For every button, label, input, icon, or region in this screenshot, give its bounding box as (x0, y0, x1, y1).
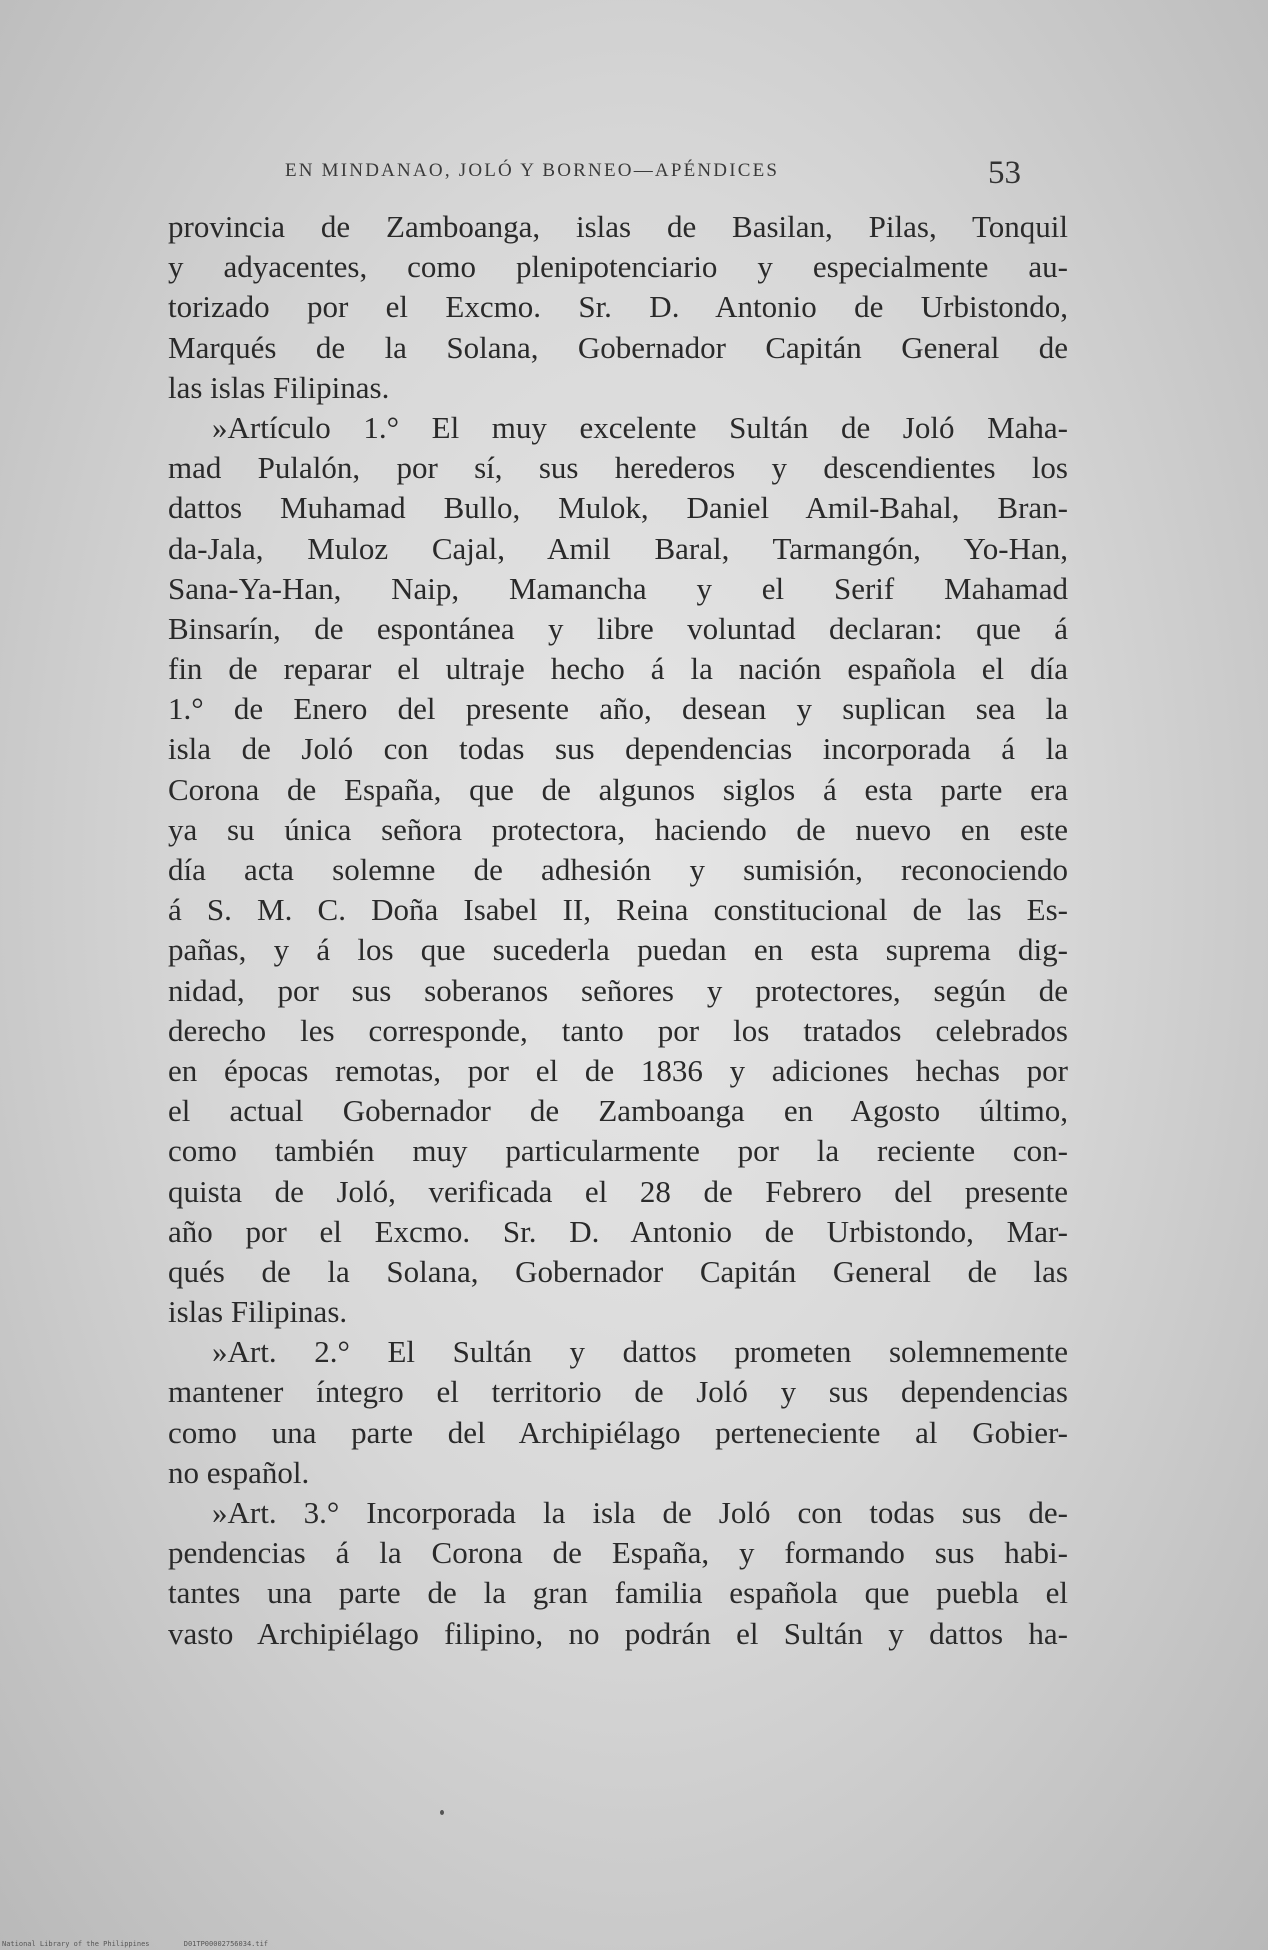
text-line: isla de Joló con todas sus dependencias incorporada á la (168, 731, 1068, 767)
ink-speck (440, 1810, 444, 1815)
text-line: ya su única señora protectora, haciendo de nuevo en este (168, 811, 1068, 847)
body-text (168, 207, 1068, 1654)
page-number: 53 (988, 155, 1021, 191)
text-line: las islas Filipinas. (168, 369, 390, 405)
text-line: torizado por el Excmo. Sr. D. Antonio de Urbistondo, (168, 289, 1068, 325)
text-line: pendencias á la Corona de España, y formando sus habi- (168, 1535, 1068, 1571)
text-line: Marqués de la Solana, Gobernador Capitán General de (168, 329, 1068, 365)
text-line: el actual Gobernador de Zamboanga en Agosto último, (168, 1093, 1068, 1129)
text-line: y adyacentes, como plenipotenciario y especialmente au- (168, 249, 1068, 285)
text-line: en épocas remotas, por el de 1836 y adiciones hechas por (168, 1052, 1068, 1088)
text-line: derecho les corresponde, tanto por los tratados celebrados (168, 1012, 1068, 1048)
text-line-article-3: »Art. 3.° Incorporada la isla de Joló con todas sus de- (212, 1495, 1068, 1530)
text-line: Sana-Ya-Han, Naip, Mamancha y el Serif Mahamad (168, 570, 1068, 606)
text-line: quista de Joló, verificada el 28 de Febrero del presente (168, 1173, 1068, 1209)
text-line: día acta solemne de adhesión y sumisión, reconociendo (168, 852, 1068, 887)
text-line: no español. (168, 1454, 310, 1490)
text-line: qués de la Solana, Gobernador Capitán General de las (168, 1253, 1068, 1289)
footer-file-id: D01TP00002756034.tif (183, 1940, 269, 1948)
text-line: 1.° de Enero del presente año, desean y suplican sea la (168, 691, 1068, 727)
text-line: fin de reparar el ultraje hecho á la nación española el día (168, 651, 1068, 687)
text-line: como también muy particularmente por la reciente con- (168, 1133, 1068, 1169)
text-line-article-1: »Artículo 1.° El muy excelente Sultán de Joló Maha- (212, 409, 1068, 445)
text-line: mantener íntegro el territorio de Joló y sus dependencias (168, 1374, 1068, 1410)
text-line-article-2: »Art. 2.° El Sultán y dattos prometen solemnemente (212, 1334, 1068, 1370)
text-line: Corona de España, que de algunos siglos á esta parte era (168, 771, 1068, 807)
text-line: nidad, por sus soberanos señores y protectores, según de (168, 972, 1068, 1008)
footer-library: National Library of the Philippines (2, 1940, 150, 1948)
text-line: vasto Archipiélago filipino, no podrán el Sultán y dattos ha- (168, 1615, 1068, 1651)
text-line: provincia de Zamboanga, islas de Basilan, Pilas, Tonquil (168, 209, 1068, 244)
running-head: EN MINDANAO, JOLÓ Y BORNEO—APÉNDICES (285, 160, 780, 181)
text-line: mad Pulalón, por sí, sus herederos y descendientes los (168, 450, 1068, 486)
text-line: da-Jala, Muloz Cajal, Amil Baral, Tarmangón, Yo-Han, (168, 530, 1068, 566)
text-line: á S. M. C. Doña Isabel II, Reina constitucional de las Es- (168, 892, 1068, 928)
text-line: año por el Excmo. Sr. D. Antonio de Urbistondo, Mar- (168, 1213, 1068, 1249)
text-line: islas Filipinas. (168, 1294, 348, 1330)
text-line: dattos Muhamad Bullo, Mulok, Daniel Amil-Bahal, Bran- (168, 490, 1068, 526)
text-line: Binsarín, de espontánea y libre voluntad declaran: que á (168, 610, 1068, 646)
text-line: pañas, y á los que sucederla puedan en esta suprema dig- (168, 932, 1068, 968)
text-line: como una parte del Archipiélago perteneciente al Gobier- (168, 1414, 1068, 1450)
scan-footer (2, 1940, 268, 1948)
text-line: tantes una parte de la gran familia española que puebla el (168, 1575, 1068, 1611)
